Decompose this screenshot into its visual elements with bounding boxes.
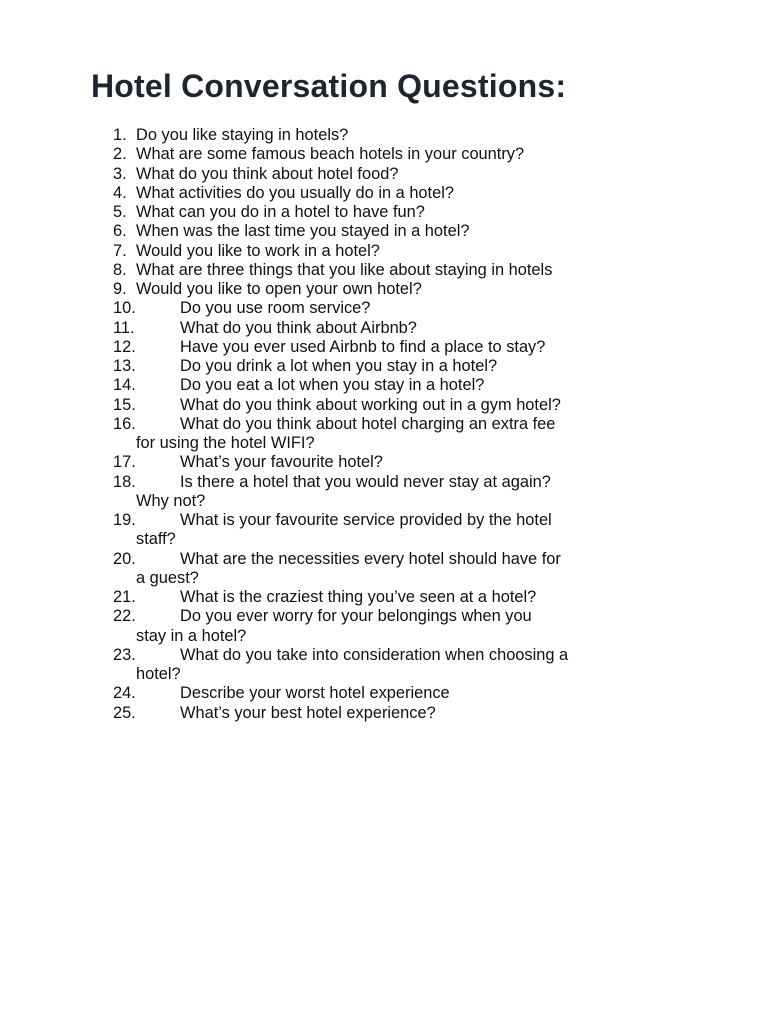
question-number: 3.	[113, 164, 127, 183]
question-item	[113, 242, 713, 261]
question-text-continuation: stay in a hotel?	[136, 626, 247, 645]
question-item	[113, 357, 713, 376]
question-number: 17.	[113, 453, 136, 472]
question-number: 23.	[113, 645, 136, 664]
question-number: 11.	[113, 318, 135, 337]
question-text: What is your favourite service provided by the hotel	[180, 511, 552, 529]
question-text: What do you think about Airbnb?	[180, 318, 417, 337]
question-number: 16.	[113, 414, 136, 433]
question-item	[113, 396, 713, 415]
question-number: 10.	[113, 299, 136, 318]
question-number: 22.	[113, 607, 136, 626]
question-text: Do you drink a lot when you stay in a hotel?	[180, 357, 498, 375]
question-item	[113, 184, 713, 203]
question-item	[113, 704, 713, 723]
question-number: 9.	[113, 280, 127, 298]
question-text: What is the craziest thing you’ve seen at a hotel?	[180, 588, 537, 606]
question-text: Describe your worst hotel experience	[180, 684, 450, 703]
question-number: 24.	[113, 684, 136, 703]
question-text: What do you think about working out in a gym hotel?	[180, 395, 561, 414]
question-text: What do you take into consideration when choosing a	[180, 645, 569, 664]
question-text: What are three things that you like about staying in hotels	[136, 260, 553, 279]
question-text: Do you eat a lot when you stay in a hotel?	[180, 376, 485, 395]
question-text: What’s your best hotel experience?	[180, 703, 436, 722]
question-number: 2.	[113, 145, 127, 164]
question-number: 19.	[113, 511, 136, 529]
question-text: What do you think about hotel food?	[136, 164, 399, 183]
question-text-continuation: staff?	[136, 530, 176, 549]
question-text-continuation: hotel?	[136, 665, 181, 683]
question-text: Would you like to open your own hotel?	[136, 280, 422, 298]
question-number: 13.	[113, 357, 136, 375]
question-text: Is there a hotel that you would never stay at again?	[180, 472, 551, 491]
question-item	[113, 145, 713, 164]
question-number: 8.	[113, 260, 127, 279]
page-title: Hotel Conversation Questions:	[91, 68, 567, 104]
question-text: Do you like staying in hotels?	[136, 126, 349, 144]
question-text: Would you like to work in a hotel?	[136, 241, 380, 260]
question-item	[113, 511, 713, 550]
question-item	[113, 550, 713, 589]
question-item	[113, 203, 713, 222]
question-number: 18.	[113, 472, 136, 491]
question-number: 20.	[113, 549, 136, 568]
question-item	[113, 376, 713, 395]
question-text: What can you do in a hotel to have fun?	[136, 203, 425, 221]
question-number: 15.	[113, 395, 136, 414]
question-number: 1.	[113, 126, 127, 144]
question-text: What are the necessities every hotel should have for	[180, 549, 561, 568]
question-text: When was the last time you stayed in a hotel?	[136, 222, 470, 241]
question-text: What are some famous beach hotels in your country?	[136, 145, 525, 164]
question-list	[113, 126, 713, 723]
question-number: 7.	[113, 241, 127, 260]
question-item	[113, 684, 713, 703]
question-number: 12.	[113, 337, 136, 356]
question-item	[113, 415, 713, 454]
question-text-continuation: a guest?	[136, 568, 199, 587]
question-number: 14.	[113, 376, 136, 395]
question-text: Have you ever used Airbnb to find a place to stay?	[180, 337, 546, 356]
question-item	[113, 646, 713, 685]
question-number: 4.	[113, 183, 127, 202]
question-text-continuation: for using the hotel WIFI?	[136, 434, 315, 452]
question-item	[113, 453, 713, 472]
question-item	[113, 126, 713, 145]
question-item	[113, 299, 713, 318]
question-number: 25.	[113, 703, 136, 722]
question-item	[113, 473, 713, 512]
question-item	[113, 338, 713, 357]
question-text-continuation: Why not?	[136, 491, 206, 510]
question-item	[113, 261, 713, 280]
question-item	[113, 165, 713, 184]
question-item	[113, 319, 713, 338]
question-item	[113, 280, 713, 299]
question-text: What activities do you usually do in a hotel?	[136, 183, 454, 202]
question-item	[113, 607, 713, 646]
question-number: 5.	[113, 203, 127, 221]
question-number: 6.	[113, 222, 127, 241]
question-item	[113, 222, 713, 241]
question-text: Do you use room service?	[180, 299, 371, 318]
question-text: What’s your favourite hotel?	[180, 453, 383, 472]
question-number: 21.	[113, 588, 136, 606]
question-item	[113, 588, 713, 607]
question-text: What do you think about hotel charging an extra fee	[180, 414, 556, 433]
question-text: Do you ever worry for your belongings when you	[180, 607, 532, 626]
